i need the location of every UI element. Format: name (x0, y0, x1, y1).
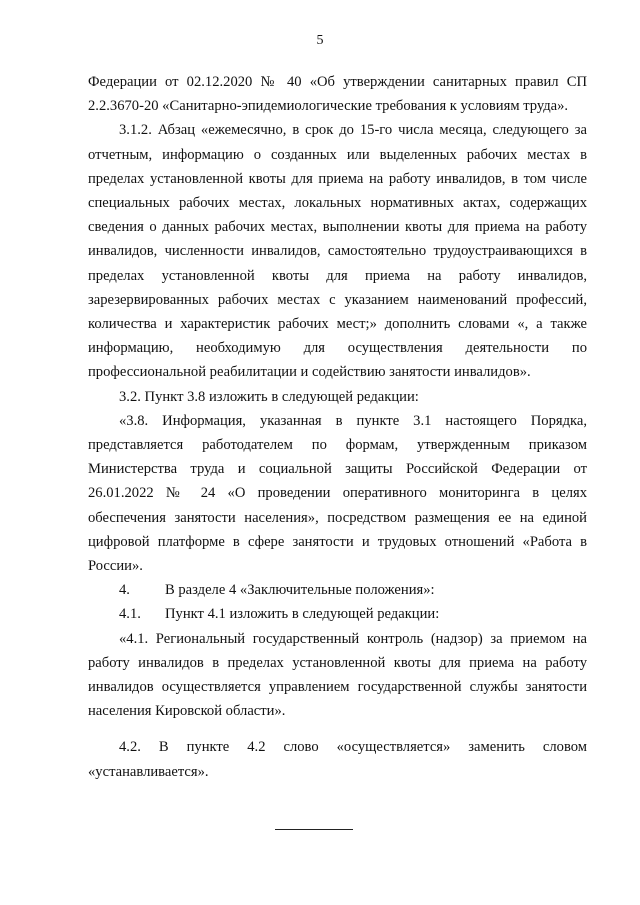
item-4-text: В разделе 4 «Заключительные положения»: (165, 582, 435, 599)
item-4-1-number: 4.1. (119, 606, 141, 623)
item-4 (88, 578, 587, 602)
paragraph-4-2: 4.2. В пункте 4.2 слово «осуществляется» заменить словом «устанавливается». (88, 739, 587, 780)
paragraph-4-1-text: «4.1. Региональный государственный контроль (надзор) за приемом на работу инвалидов в пределах установленной квоты для приема на работу инвалидов осуществляется управлением государственной службы занятости населения Кировской области». (88, 630, 587, 720)
paragraph-gap (88, 723, 587, 735)
item-4-number: 4. (119, 582, 130, 599)
document-body (88, 70, 587, 784)
paragraph-3-1-2: 3.1.2. Абзац «ежемесячно, в срок до 15-го числа месяца, следующего за отчетным, информацию о созданных или выделенных рабочих местах в пределах установленной квоты для приема на работу инвалидов, в том числе специальных рабочих местах, локальных нормативных актах, содержащих сведения о данных рабочих местах, выполнении квоты для приема на работу инвалидов, численности инвалидов, самостоятельно трудоустраивающихся в пределах установленной квоты для приема на работу инвалидов, зарезервированных рабочих местах с указанием наименований профессий, количества и характеристик рабочих мест;» дополнить словами «, а также информацию, необходимую для осуществления деятельности по профессиональной реабилитации и содействию занятости инвалидов». (88, 122, 587, 381)
end-divider-line (275, 829, 353, 830)
item-4-1 (88, 602, 587, 626)
item-4-1-text: Пункт 4.1 изложить в следующей редакции: (165, 606, 440, 623)
paragraph-3-8-text: «3.8. Информация, указанная в пункте 3.1 настоящего Порядка, представляется работодателем по формам, утвержденным приказом Министерства труда и социальной защиты Российской Федерации от 26.01.2022 № 24 «О проведении оперативного мониторинга в целях обеспечения занятости населения», посредством размещения ее на единой цифровой платформе в сфере занятости и трудовых отношений «Работа в России». (88, 412, 587, 575)
paragraph-3-2: 3.2. Пункт 3.8 изложить в следующей редакции: (119, 388, 419, 405)
paragraph-federation-order: Федерации от 02.12.2020 № 40 «Об утверждении санитарных правил СП 2.2.3670-20 «Санитарно-эпидемиологические требования к условиям труда». (88, 74, 587, 115)
page-number: 5 (316, 33, 324, 48)
